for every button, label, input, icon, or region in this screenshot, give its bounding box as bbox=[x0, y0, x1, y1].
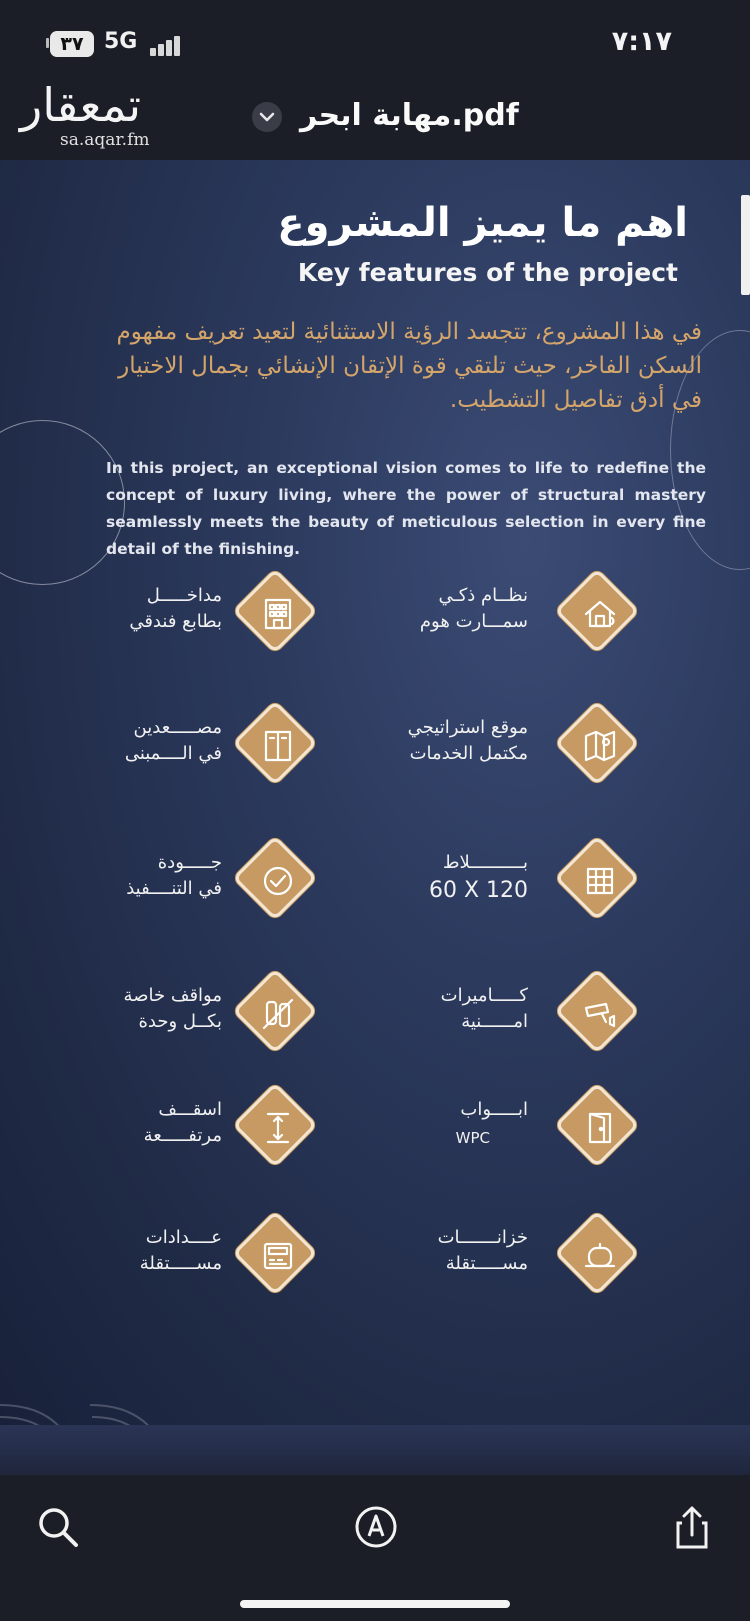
heading-arabic: اهم ما يميز المشروع bbox=[277, 200, 688, 246]
feature-label-line2: مرتفـــــعة bbox=[143, 1125, 222, 1146]
ceiling-height-icon bbox=[258, 1108, 298, 1148]
logo-url: sa.aqar.fm bbox=[60, 130, 150, 150]
feature-label-line1: اسقـــف bbox=[158, 1099, 222, 1120]
security-camera-icon bbox=[580, 994, 620, 1034]
battery-indicator: ٣٧ bbox=[50, 31, 94, 57]
status-time: ٧:١٧ bbox=[611, 26, 672, 57]
title-menu-chevron-icon[interactable] bbox=[252, 102, 282, 132]
feature-label-line2: بطابع فندقي bbox=[129, 611, 222, 632]
feature-label-line2: في التنــــفيذ bbox=[126, 878, 222, 899]
feature-label-line2: مكتمل الخدمات bbox=[409, 743, 528, 764]
hotel-building-icon bbox=[258, 594, 298, 634]
feature-label-line2: بكــل وحدة bbox=[138, 1011, 222, 1032]
door-icon bbox=[580, 1108, 620, 1148]
feature-label-line2: امــــــنية bbox=[461, 1011, 528, 1032]
home-indicator[interactable] bbox=[240, 1600, 510, 1608]
heading-english: Key features of the project bbox=[297, 258, 678, 287]
feature-label-line2: سمـــارت هوم bbox=[419, 611, 528, 632]
share-icon[interactable] bbox=[670, 1505, 714, 1549]
map-location-icon bbox=[580, 726, 620, 766]
feature-label-line1: كـــــاميرات bbox=[440, 985, 528, 1006]
scroll-indicator[interactable] bbox=[741, 195, 750, 295]
elevator-icon bbox=[258, 726, 298, 766]
feature-label-line1: مواقف خاصة bbox=[123, 985, 222, 1006]
file-title[interactable]: مهابة ابحر.pdf bbox=[300, 98, 519, 133]
feature-label-line2: 60 X 120 bbox=[428, 878, 528, 903]
markup-icon[interactable] bbox=[354, 1505, 398, 1549]
meter-icon bbox=[258, 1236, 298, 1276]
feature-label-line2: مســـــتقلة bbox=[445, 1253, 528, 1274]
water-tank-icon bbox=[580, 1236, 620, 1276]
network-label: 5G bbox=[104, 29, 138, 54]
decorative-lines bbox=[0, 1345, 220, 1425]
top-bar bbox=[0, 0, 750, 160]
smart-home-icon bbox=[580, 594, 620, 634]
feature-label-line2: WPC bbox=[455, 1129, 490, 1147]
aqar-logo[interactable] bbox=[18, 80, 158, 152]
status-bar bbox=[0, 24, 750, 64]
page-gap bbox=[0, 1425, 750, 1475]
search-icon[interactable] bbox=[36, 1505, 80, 1549]
feature-label-line1: ابـــــواب bbox=[460, 1099, 528, 1120]
paragraph-english: In this project, an exceptional vision comes to life to redefine the concept of luxury living, where the power of structural mastery seamlessly meets the beauty of meticulous selection in every fine detail of the finishing. bbox=[106, 459, 706, 558]
feature-label-line2: مســـــتقلة bbox=[139, 1253, 222, 1274]
feature-label-line1: عــــدادات bbox=[145, 1227, 222, 1248]
tiles-icon bbox=[580, 861, 620, 901]
parking-icon bbox=[258, 994, 298, 1034]
feature-label-line2: في الــــمبنى bbox=[124, 743, 222, 764]
signal-icon bbox=[150, 34, 186, 56]
feature-label-line1: بــــــــــلاط bbox=[442, 852, 528, 873]
paragraph-arabic: في هذا المشروع، تتجسد الرؤية الاستثنائية لتعيد تعريف مفهوم السكن الفاخر، حيث تلتقي قوة الإتقان الإنشائي بجمال الاختيار في أدق تفاصيل التشطيب. bbox=[116, 319, 702, 413]
feature-label-line1: مداخـــــل bbox=[146, 585, 222, 606]
feature-label-line1: خزانـــــــات bbox=[437, 1227, 528, 1248]
bottom-toolbar bbox=[0, 1475, 750, 1621]
feature-label-line1: موقع استراتيجي bbox=[407, 717, 528, 738]
quality-badge-icon bbox=[258, 861, 298, 901]
feature-label-line1: نظــام ذكـي bbox=[438, 585, 528, 606]
battery-cap bbox=[46, 38, 49, 48]
feature-label-line1: جـــــودة bbox=[157, 852, 222, 873]
feature-label-line1: مصـــــعدين bbox=[133, 717, 222, 738]
logo-word: تمعقار bbox=[20, 78, 142, 132]
